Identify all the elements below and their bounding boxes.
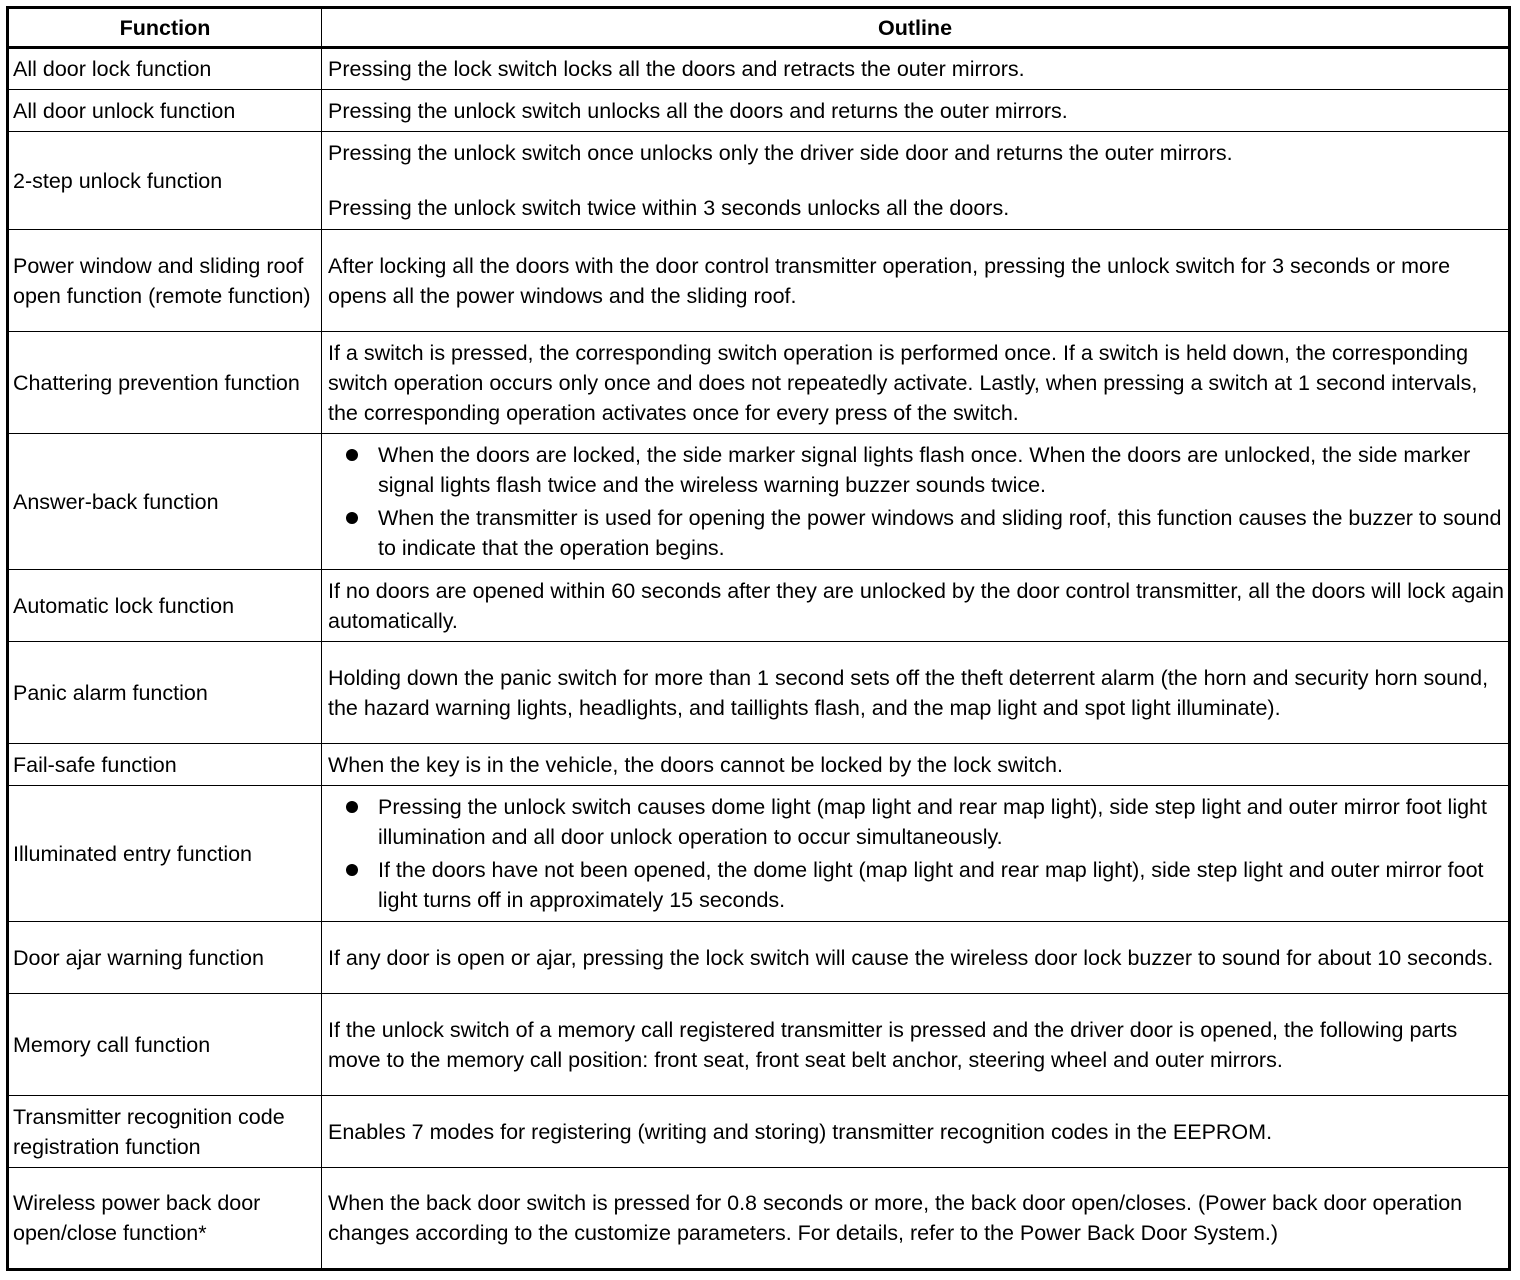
outline-cell	[322, 132, 1510, 230]
table-row	[8, 132, 1510, 230]
function-cell: Fail-safe function	[8, 744, 322, 786]
bullet-list	[328, 792, 1504, 915]
table-row	[8, 48, 1510, 90]
function-cell: Chattering prevention function	[8, 332, 322, 434]
table-row	[8, 642, 1510, 744]
outline-cell	[322, 744, 1510, 786]
outline-cell	[322, 786, 1510, 922]
function-table	[6, 6, 1511, 1271]
function-cell: Memory call function	[8, 994, 322, 1096]
function-cell: Door ajar warning function	[8, 922, 322, 994]
outline-text: If no doors are opened within 60 seconds after they are unlocked by the door control transmitter, all the doors will lock again automatically.	[328, 578, 1505, 633]
outline-cell	[322, 642, 1510, 744]
table-row	[8, 786, 1510, 922]
function-cell: Automatic lock function	[8, 570, 322, 642]
bullet-item: Pressing the unlock switch causes dome light (map light and rear map light), side step light and outer mirror foot light illumination and all door unlock operation to occur simultaneously.	[328, 792, 1504, 852]
outline-cell	[322, 230, 1510, 332]
function-cell: Transmitter recognition code registration function	[8, 1096, 322, 1168]
table-row	[8, 434, 1510, 570]
table-row	[8, 332, 1510, 434]
function-cell: Illuminated entry function	[8, 786, 322, 922]
outline-cell	[322, 1096, 1510, 1168]
outline-text: If a switch is pressed, the corresponding switch operation is performed once. If a switch is held down, the corresponding switch operation occurs only once and does not repeatedly activate. Lastly, when pressing a switch at 1 second intervals, the corresponding operation activates once for every press of the switch.	[328, 340, 1478, 425]
outline-cell	[322, 994, 1510, 1096]
bullet-item: When the doors are locked, the side marker signal lights flash once. When the doors are unlocked, the side marker signal lights flash twice and the wireless warning buzzer sounds twice.	[328, 440, 1504, 500]
table-row	[8, 994, 1510, 1096]
outline-text: When the key is in the vehicle, the doors cannot be locked by the lock switch.	[328, 752, 1063, 777]
function-cell: Power window and sliding roof open function (remote function)	[8, 230, 322, 332]
table-row	[8, 922, 1510, 994]
bullet-list	[328, 440, 1504, 563]
outline-text: After locking all the doors with the door control transmitter operation, pressing the unlock switch for 3 seconds or more opens all the power windows and the sliding roof.	[328, 253, 1451, 308]
outline-cell	[322, 434, 1510, 570]
table-row	[8, 1168, 1510, 1270]
outline-text: If the unlock switch of a memory call registered transmitter is pressed and the driver door is opened, the following parts move to the memory call position: front seat, front seat belt anchor, steering wheel and outer mirrors.	[328, 1017, 1458, 1072]
outline-cell	[322, 1168, 1510, 1270]
function-cell: Wireless power back door open/close function*	[8, 1168, 322, 1270]
table-row	[8, 90, 1510, 132]
function-column-header: Function	[8, 8, 322, 48]
outline-text: Enables 7 modes for registering (writing and storing) transmitter recognition codes in the EEPROM.	[328, 1119, 1273, 1144]
function-cell: All door unlock function	[8, 90, 322, 132]
outline-text: Pressing the unlock switch once unlocks only the driver side door and returns the outer mirrors.	[328, 141, 1233, 165]
outline-text: If any door is open or ajar, pressing the lock switch will cause the wireless door lock buzzer to sound for about 10 seconds.	[328, 945, 1494, 970]
outline-cell	[322, 332, 1510, 434]
bullet-item: If the doors have not been opened, the dome light (map light and rear map light), side step light and outer mirror foot light turns off in approximately 15 seconds.	[328, 855, 1504, 915]
outline-cell	[322, 570, 1510, 642]
table-row	[8, 230, 1510, 332]
outline-text: When the back door switch is pressed for 0.8 seconds or more, the back door open/closes. (Power back door operation changes according to the customize parameters. For details, refer to the Power Back Door System.)	[328, 1191, 1463, 1245]
table-row	[8, 570, 1510, 642]
outline-cell	[322, 922, 1510, 994]
function-cell: 2-step unlock function	[8, 132, 322, 230]
outline-column-header: Outline	[322, 8, 1510, 48]
function-cell: Panic alarm function	[8, 642, 322, 744]
outline-text: Pressing the unlock switch unlocks all the doors and returns the outer mirrors.	[328, 98, 1068, 123]
function-cell: All door lock function	[8, 48, 322, 90]
bullet-item: When the transmitter is used for opening the power windows and sliding roof, this function causes the buzzer to sound to indicate that the operation begins.	[328, 503, 1504, 563]
outline-text: Pressing the lock switch locks all the doors and retracts the outer mirrors.	[328, 57, 1025, 81]
outline-cell	[322, 90, 1510, 132]
function-cell: Answer-back function	[8, 434, 322, 570]
outline-text: Holding down the panic switch for more than 1 second sets off the theft deterrent alarm (the horn and security horn sound, the hazard warning lights, headlights, and taillights flash, and the map light and spot light illuminate).	[328, 665, 1489, 720]
outline-cell	[322, 48, 1510, 90]
header-row	[8, 8, 1510, 48]
table-row	[8, 1096, 1510, 1168]
table-row	[8, 744, 1510, 786]
outline-text: Pressing the unlock switch twice within 3 seconds unlocks all the doors.	[328, 196, 1010, 220]
